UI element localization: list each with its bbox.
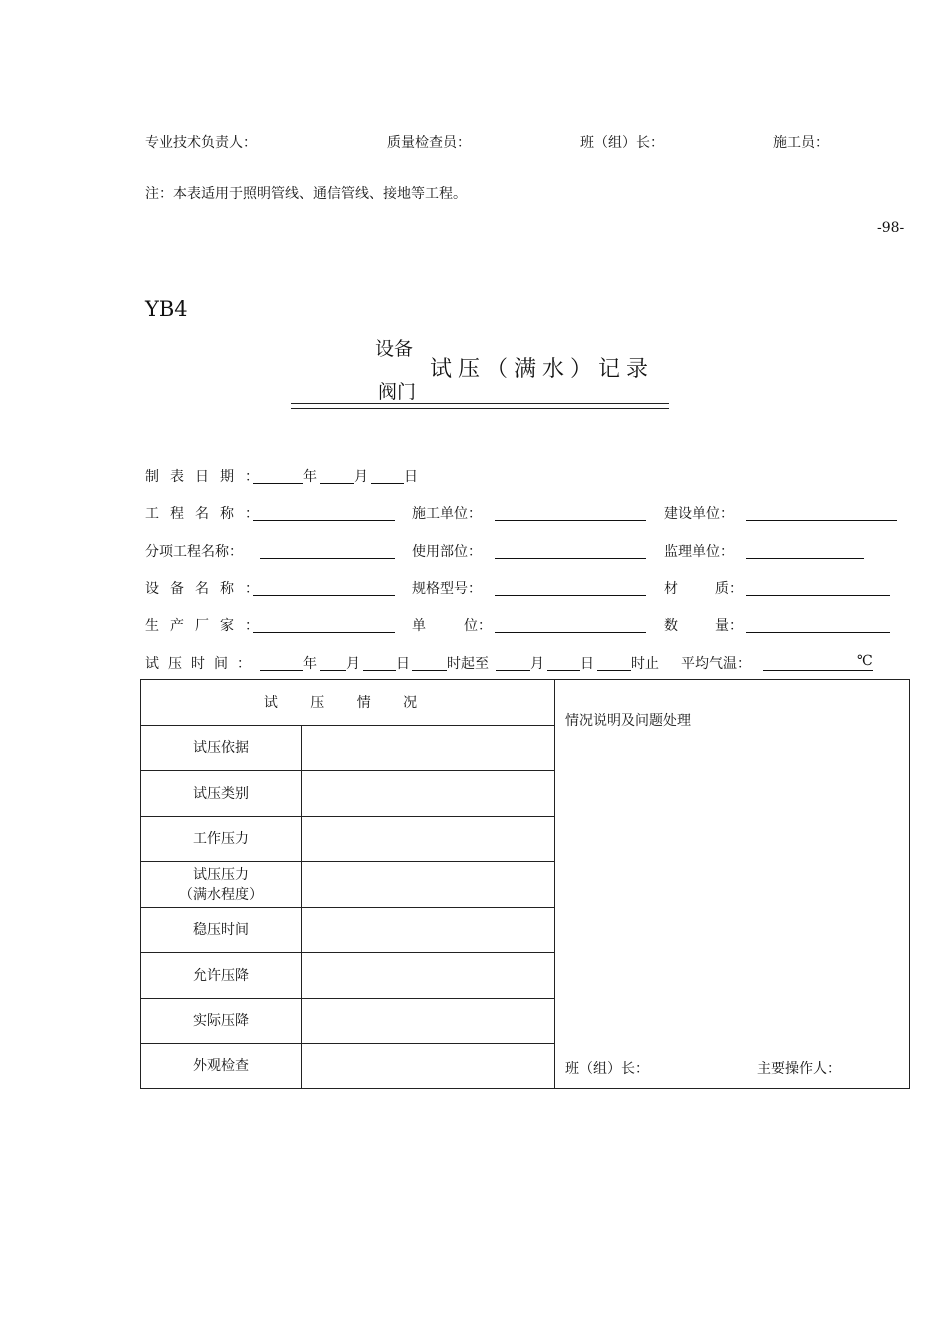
equipment-name-label: 设备名称：	[145, 581, 270, 597]
row-value[interactable]	[302, 862, 555, 908]
row-value[interactable]	[302, 953, 555, 999]
test-day-field[interactable]	[363, 654, 396, 671]
quantity-label-a: 数	[664, 618, 678, 634]
equipment-name-field[interactable]	[253, 579, 395, 596]
unit-label-b: 位：	[464, 618, 492, 634]
unit-label-a: 单	[412, 618, 426, 634]
row-label: 实际压降	[141, 999, 302, 1044]
row-value[interactable]	[302, 771, 555, 817]
main-operator-sign-label: 主要操作人：	[757, 1061, 842, 1077]
month-label: 月	[354, 469, 368, 485]
day-label: 日	[404, 469, 418, 485]
supervision-unit-label: 监理单位：	[664, 544, 734, 560]
subproject-name-field[interactable]	[260, 542, 395, 559]
subproject-name-label: 分项工程名称：	[145, 544, 243, 560]
construction-unit-label: 施工单位：	[412, 506, 482, 522]
page-number: -98-	[877, 220, 905, 236]
year-field[interactable]	[253, 467, 303, 484]
tech-lead-label: 专业技术负责人：	[145, 135, 257, 151]
manufacturer-field[interactable]	[253, 616, 395, 633]
quantity-label-b: 量：	[715, 618, 743, 634]
builder-unit-label: 建设单位：	[664, 506, 734, 522]
end-day-label: 日	[580, 656, 594, 672]
material-label-a: 材	[664, 581, 678, 597]
material-field[interactable]	[746, 579, 890, 596]
hour-stop-label: 时止	[631, 656, 659, 672]
row-label: 外观检查	[141, 1044, 302, 1089]
table-header: 试 压 情 况	[141, 680, 555, 726]
row-value[interactable]	[302, 1044, 555, 1089]
test-year-field[interactable]	[260, 654, 303, 671]
row-value[interactable]	[302, 726, 555, 771]
day-field[interactable]	[371, 467, 404, 484]
date-label: 制表日期：	[145, 469, 270, 485]
row-label: 工作压力	[141, 817, 302, 862]
row-value[interactable]	[302, 999, 555, 1044]
celsius-unit: ℃	[857, 653, 873, 669]
form-code: YB4	[145, 297, 188, 321]
title-option-equipment: 设备	[375, 338, 414, 360]
end-month-label: 月	[530, 656, 544, 672]
remarks-cell[interactable]	[555, 680, 910, 1089]
row-label: 试压依据	[141, 726, 302, 771]
row-label: 允许压降	[141, 953, 302, 999]
month-field[interactable]	[320, 467, 354, 484]
start-hour-field[interactable]	[412, 654, 447, 671]
test-month-field[interactable]	[320, 654, 346, 671]
remarks-title: 情况说明及问题处理	[565, 713, 692, 729]
project-name-label: 工程名称：	[145, 506, 270, 522]
quantity-field[interactable]	[746, 616, 890, 633]
material-label-b: 质：	[715, 581, 743, 597]
team-leader-label: 班（组）长：	[580, 135, 664, 151]
row-label	[141, 862, 302, 908]
title-double-underline	[291, 403, 669, 409]
year-label: 年	[303, 469, 317, 485]
project-name-field[interactable]	[253, 504, 395, 521]
constructor-label: 施工员：	[773, 135, 829, 151]
test-day-label: 日	[396, 656, 410, 672]
page-title: 试压（满水）记录	[430, 357, 655, 382]
team-leader-sign-label: 班（组）长：	[565, 1061, 650, 1077]
unit-field[interactable]	[495, 616, 646, 633]
test-year-label: 年	[303, 656, 317, 672]
usage-location-label: 使用部位：	[412, 544, 482, 560]
row-label-sub: （满水程度）	[179, 887, 263, 903]
builder-unit-field[interactable]	[746, 504, 897, 521]
note-text: 注：本表适用于照明管线、通信管线、接地等工程。	[145, 186, 467, 202]
spec-model-label: 规格型号：	[412, 581, 482, 597]
end-hour-field[interactable]	[597, 654, 631, 671]
row-label: 试压类别	[141, 771, 302, 817]
end-month-field[interactable]	[496, 654, 530, 671]
usage-location-field[interactable]	[495, 542, 646, 559]
row-value[interactable]	[302, 908, 555, 953]
supervision-unit-field[interactable]	[746, 542, 864, 559]
avg-temp-label: 平均气温：	[681, 656, 751, 672]
quality-inspector-label: 质量检查员：	[387, 135, 471, 151]
construction-unit-field[interactable]	[495, 504, 646, 521]
end-day-field[interactable]	[547, 654, 580, 671]
row-label-main: 试压压力	[193, 867, 249, 883]
test-month-label: 月	[346, 656, 360, 672]
test-table	[140, 679, 910, 1089]
manufacturer-label: 生产厂家：	[145, 618, 270, 634]
row-value[interactable]	[302, 817, 555, 862]
row-label: 稳压时间	[141, 908, 302, 953]
title-option-valve: 阀门	[378, 381, 417, 403]
test-time-label: 试压时间：	[145, 656, 260, 672]
spec-model-field[interactable]	[495, 579, 646, 596]
hour-from-label: 时起至	[447, 656, 489, 672]
